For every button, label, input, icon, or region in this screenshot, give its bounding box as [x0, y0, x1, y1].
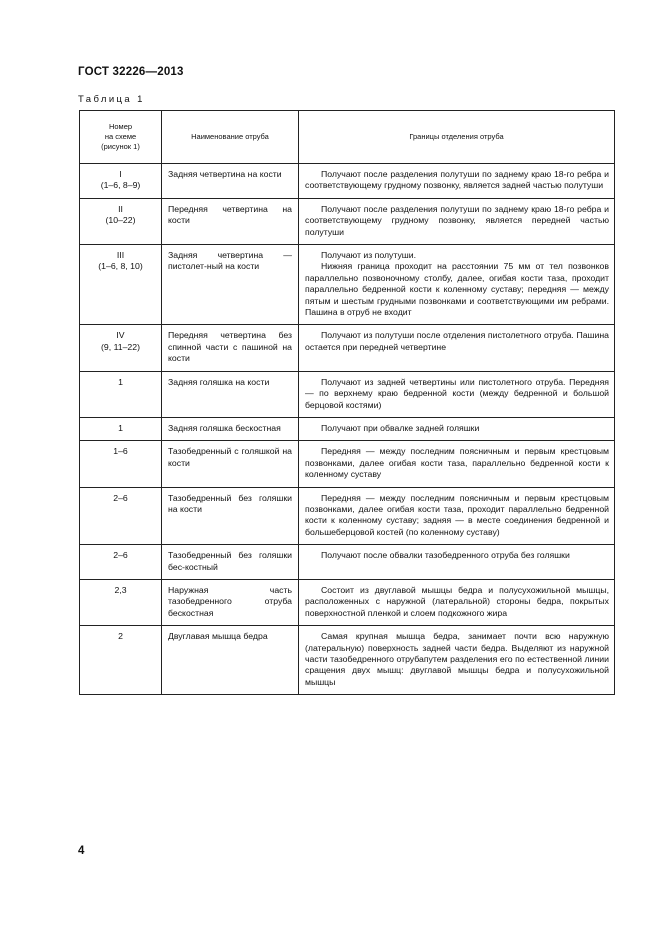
cut-name-cell: Тазобедренный без голяшки на кости [162, 487, 299, 545]
boundaries-text: Получают после разделения полутуши по заднему краю 18-го ребра и соответствующему грудному позвонку, является задней частью полутуши [305, 169, 609, 191]
table-row [80, 545, 615, 580]
boundaries-cell [299, 487, 615, 545]
row-number-cell: II (10–22) [80, 198, 162, 244]
cut-name-cell: Передняя четвертина без спинной части с пашиной на кости [162, 325, 299, 371]
boundaries-text: Получают из полутуши после отделения пистолетного отруба. Пашина остается при передней четвертине [305, 330, 609, 352]
column-header-boundaries: Границы отделения отруба [299, 111, 615, 164]
table-row [80, 417, 615, 440]
document-title: ГОСТ 32226—2013 [78, 66, 184, 78]
boundaries-cell [299, 245, 615, 325]
table-row [80, 198, 615, 244]
boundaries-text: Получают после обвалки тазобедренного отруба без голяшки [321, 550, 570, 561]
row-number-cell: 1 [80, 417, 162, 440]
row-number-cell: 2–6 [80, 487, 162, 545]
table-row [80, 245, 615, 325]
boundaries-text: Получают при обвалке задней голяшки [321, 422, 480, 433]
row-number-cell: 2–6 [80, 545, 162, 580]
cut-name-cell: Наружная часть тазобедренного отруба бескостная [162, 579, 299, 625]
boundaries-cell [299, 371, 615, 417]
table-row [80, 371, 615, 417]
boundaries-text: Получают после разделения полутуши по заднему краю 18-го ребра и соответствующему грудному позвонку, является передней частью полутуши [305, 203, 609, 237]
row-number-cell: 2,3 [80, 579, 162, 625]
table-row [80, 325, 615, 371]
boundaries-cell [299, 417, 615, 440]
column-header-cut-name: Наименование отруба [162, 111, 299, 164]
boundaries-text: Передняя — между последним поясничным и первым крестцовым позвонками, далее огибая кости таза, параллельно бедренной кости к коленному суставу [305, 446, 609, 480]
row-number-cell: 1 [80, 371, 162, 417]
table-caption: Таблица 1 [78, 94, 145, 105]
row-number-cell: I (1–6, 8–9) [80, 164, 162, 199]
row-number-cell: III (1–6, 8, 10) [80, 245, 162, 325]
boundaries-cell [299, 579, 615, 625]
boundaries-cell [299, 198, 615, 244]
boundaries-text: Получают из задней четвертины или пистолетного отруба. Передняя — по верхнему краю бедренной кости (между бедренной и большой берцовой костями) [305, 376, 609, 410]
boundaries-cell [299, 441, 615, 487]
cut-name-cell: Задняя четвертина на кости [162, 164, 299, 199]
boundaries-cell [299, 626, 615, 695]
cuts-table [79, 110, 615, 695]
table-header-row [80, 111, 615, 164]
cut-name-cell: Задняя голяшка на кости [162, 371, 299, 417]
table-row [80, 441, 615, 487]
row-number-cell: 1–6 [80, 441, 162, 487]
cut-name-cell: Тазобедренный с голяшкой на кости [162, 441, 299, 487]
table-row [80, 579, 615, 625]
boundaries-text: Нижняя граница проходит на расстоянии 75 мм от тел позвонков параллельно позвоночному столбу, далее, огибая кости таза, проходит параллельно бедренной кости к коленному суставу; передняя — между пятым и шестым грудными позвонками и соответствующими им ребрами. Пашина в отруб не входит [305, 261, 609, 318]
row-number-cell: IV (9, 11–22) [80, 325, 162, 371]
boundaries-text: Состоит из двуглавой мышцы бедра и полусухожильной мышцы, расположенных с наружной (латеральной) стороны бедра, покрытых поверхностной пленкой и слоем подкожного жира [305, 584, 609, 618]
page-number: 4 [78, 845, 85, 857]
cut-name-cell: Передняя четвертина на кости [162, 198, 299, 244]
row-number-cell: 2 [80, 626, 162, 695]
cut-name-cell: Тазобедренный без голяшки бес-костный [162, 545, 299, 580]
cut-name-cell: Задняя голяшка бескостная [162, 417, 299, 440]
boundaries-cell [299, 325, 615, 371]
boundaries-text: Передняя — между последним поясничным и первым крестцовым позвонками, далее огибая кости таза, проходит параллельно бедренной кости к коленному суставу; задняя — в месте соединения бедренной и большеберцовой костей (по коленному суставу) [305, 492, 609, 537]
table-row [80, 164, 615, 199]
table-row [80, 626, 615, 695]
cut-name-cell: Задняя четвертина — пистолет-ный на кости [162, 245, 299, 325]
boundaries-cell [299, 164, 615, 199]
table-row [80, 487, 615, 545]
boundaries-text: Получают из полутуши. [321, 250, 417, 261]
boundaries-cell [299, 545, 615, 580]
cut-name-cell: Двуглавая мышца бедра [162, 626, 299, 695]
boundaries-text: Самая крупная мышца бедра, занимает почти всю наружную (латеральную) поверхность задней части бедра. Выделяют из наружной части тазобедренного отрубапутем разделения его по естественной линии сращения двух мышц: двуглавой мышцы бедра и полусухожильной мышцы [305, 631, 609, 687]
column-header-number: Номер на схеме (рисунок 1) [80, 111, 162, 164]
